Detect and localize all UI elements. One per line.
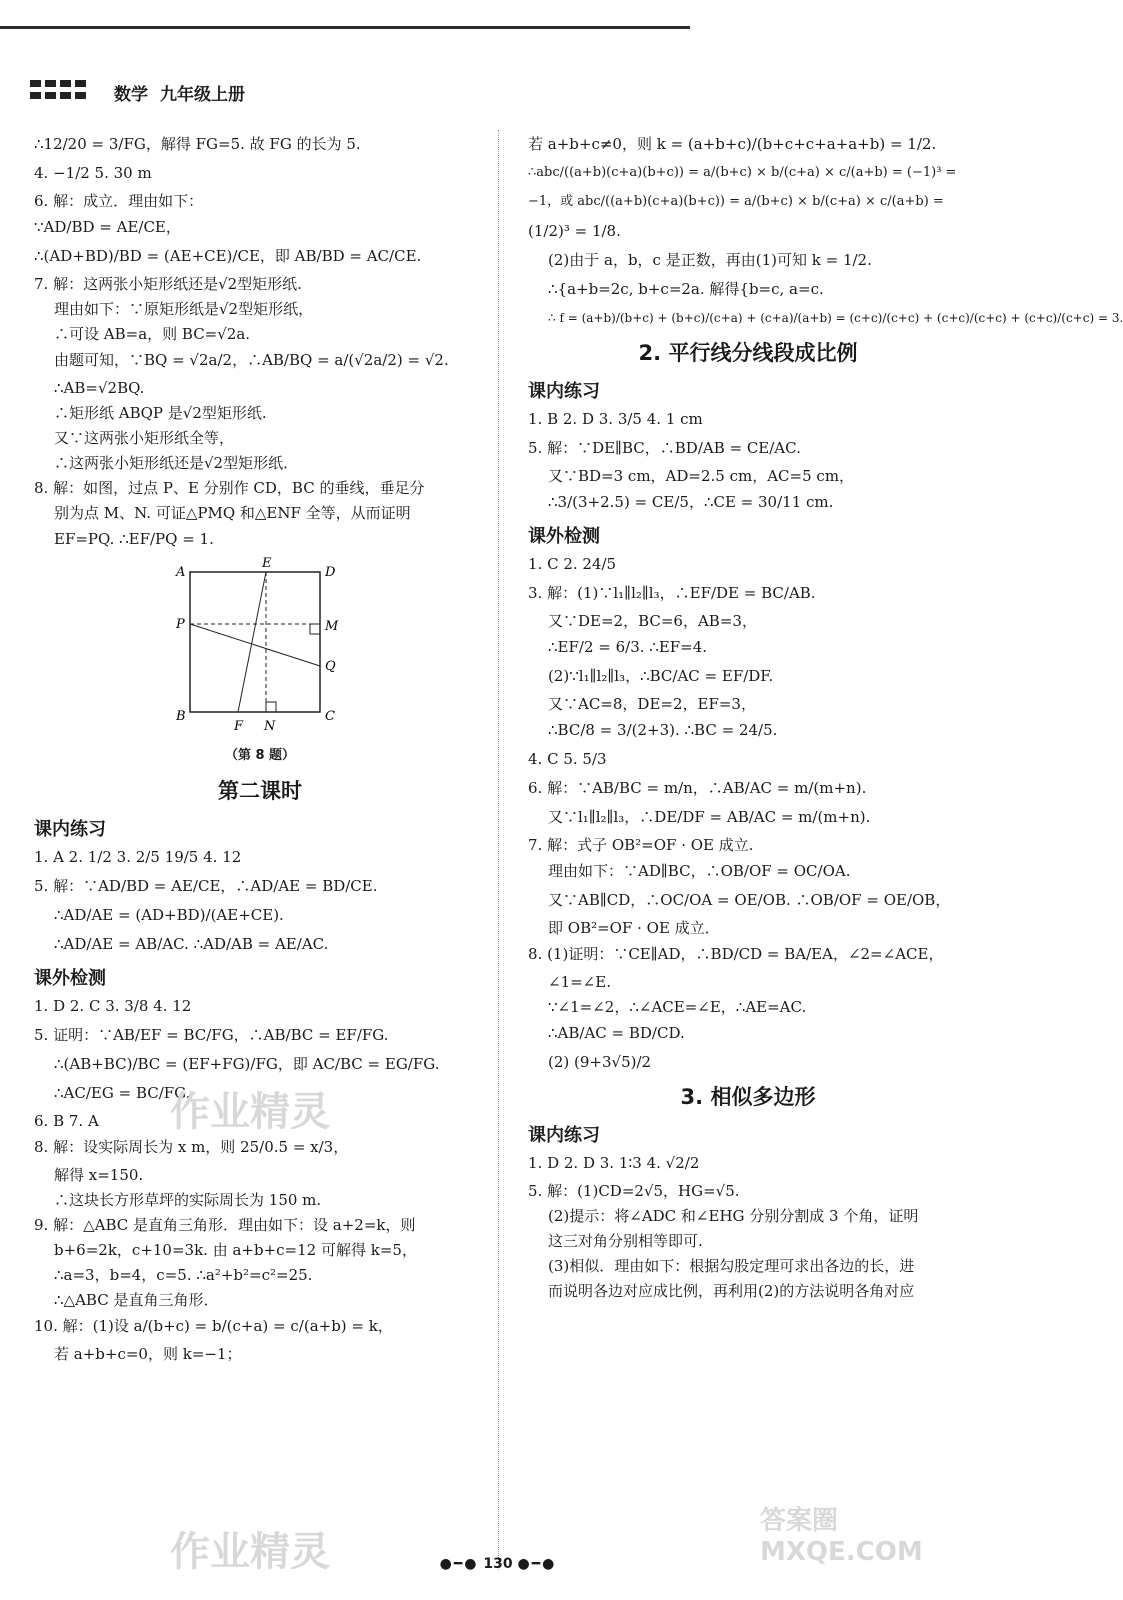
label-b: B <box>176 709 186 724</box>
label-p: P <box>176 617 185 632</box>
text-line: (3)相似．理由如下：根据勾股定理可求出各边的长，进 <box>548 1257 915 1275</box>
subsection-after-class-test: 课外检测 <box>34 968 106 989</box>
text-line: ∴△ABC 是直角三角形． <box>54 1291 219 1309</box>
text-line: ∴(AD+BD)/BD = (AE+CE)/CE，即 AB/BD = AC/CE. <box>34 247 422 265</box>
text-line: ∴EF/2 = 6/3. ∴EF=4. <box>548 638 708 656</box>
right-column <box>528 134 1123 1307</box>
text-line: 6. 解：成立．理由如下： <box>34 192 204 210</box>
label-f: F <box>234 719 244 734</box>
text-line: (2)由于 a，b，c 是正数，再由(1)可知 k = 1/2. <box>548 251 872 269</box>
text-line: ∴AB=√2BQ. <box>54 379 145 397</box>
label-q: Q <box>325 659 336 674</box>
subsection-in-class-practice: 课内练习 <box>528 1125 600 1146</box>
section-title-parallel-lines: 2. 平行线分线段成比例 <box>638 341 858 365</box>
text-line: EF=PQ. ∴EF/PQ = 1. <box>54 530 214 548</box>
text-line: 3. 解：(1)∵l₁∥l₂∥l₃，∴EF/DE = BC/AB. <box>528 584 816 602</box>
text-line: ∴a=3，b=4，c=5. ∴a²+b²=c²=25. <box>54 1266 313 1284</box>
text-line: ∴3/(3+2.5) = CE/5，∴CE = 30/11 cm. <box>548 493 834 511</box>
right-angle-m <box>310 624 320 634</box>
left-block-c <box>34 996 486 1364</box>
text-line: 1. D 2. D 3. 1∶3 4. √2/2 <box>528 1154 700 1172</box>
text-line: 理由如下：∵AD∥BC，∴OB/OF = OC/OA. <box>548 862 851 880</box>
text-line: 而说明各边对应成比例，再利用(2)的方法说明各角对应 <box>548 1282 915 1300</box>
label-m: M <box>325 619 339 634</box>
text-line: 又∵DE=2，BC=6，AB=3， <box>548 612 757 630</box>
top-rule <box>0 26 690 29</box>
text-line: −1，或 abc/((a+b)(c+a)(b+c)) = a/(b+c) × b/(c+a) × c/(a+b) = <box>528 194 944 209</box>
page-number: 130 <box>483 1556 513 1572</box>
text-line: 1. D 2. C 3. 3/8 4. 12 <box>34 997 192 1015</box>
text-line: ∴可设 AB=a，则 BC=√2a. <box>54 325 251 343</box>
text-line: ∴ f = (a+b)/(b+c) + (b+c)/(c+a) + (c+a)/(a+b) = (c+c)/(c+c) + (c+c)/(c+c) + (c+c)/(c+c) = 3. <box>548 311 1123 325</box>
text-line: 又∵AC=8，DE=2，EF=3， <box>548 695 756 713</box>
square-diagram <box>154 558 354 738</box>
text-line: ∴{a+b=2c, b+c=2a. 解得{b=c, a=c. <box>548 280 824 298</box>
segment-ef <box>238 572 266 712</box>
footer-ornament-right-icon: ●━● <box>517 1556 557 1572</box>
text-line: (2)∵l₁∥l₂∥l₃，∴BC/AC = EF/DF. <box>548 667 774 685</box>
text-line: ∵∠1=∠2，∴∠ACE=∠E，∴AE=AC. <box>548 998 807 1016</box>
subsection-after-class-test: 课外检测 <box>528 526 600 547</box>
text-line: 6. 解：∵AB/BC = m/n，∴AB/AC = m/(m+n). <box>528 779 867 797</box>
page-header <box>114 80 245 105</box>
text-line: ∴AD/AE = (AD+BD)/(AE+CE). <box>54 906 284 924</box>
text-line: 1. A 2. 1/2 3. 2/5 19/5 4. 12 <box>34 848 242 866</box>
text-line: ∵AD/BD = AE/CE， <box>34 218 181 236</box>
text-line: b+6=2k，c+10=3k. 由 a+b+c=12 可解得 k=5， <box>54 1241 417 1259</box>
right-block-d <box>528 1153 968 1301</box>
header-subject: 数学 <box>114 85 148 105</box>
text-line: 这三对角分别相等即可. <box>548 1232 703 1250</box>
left-block-a <box>34 134 486 549</box>
text-line: 8. 解：如图，过点 P、E 分别作 CD，BC 的垂线，垂足分 <box>34 479 425 497</box>
left-block-b <box>34 847 486 954</box>
right-angle-n <box>266 702 276 712</box>
square-abcd <box>190 572 320 712</box>
text-line: ∴12/20 = 3/FG，解得 FG=5. 故 FG 的长为 5. <box>34 135 361 153</box>
text-line: ∴BC/8 = 3/(2+3). ∴BC = 24/5. <box>548 721 778 739</box>
label-d: D <box>325 565 336 580</box>
header-grade: 九年级上册 <box>160 85 245 105</box>
text-line: 8. 解：设实际周长为 x m，则 25/0.5 = x/3， <box>34 1138 349 1156</box>
text-line: 8. (1)证明：∵CE∥AD，∴BD/CD = BA/EA，∠2=∠ACE， <box>528 945 944 963</box>
right-block-c <box>528 554 968 1072</box>
text-line: ∴矩形纸 ABQP 是√2型矩形纸. <box>54 404 267 422</box>
text-line: 5. 证明：∵AB/EF = BC/FG，∴AB/BC = EF/FG. <box>34 1026 389 1044</box>
text-line: 1. C 2. 24/5 <box>528 555 617 573</box>
text-line: 又∵AB∥CD，∴OC/OA = OE/OB. ∴OB/OF = OE/OB， <box>548 891 951 909</box>
watermark: 作业精灵 <box>170 1089 330 1135</box>
watermark: 答案圈 MXQE.COM <box>760 1506 923 1567</box>
text-line: (2) (9+3√5)/2 <box>548 1053 652 1071</box>
label-n: N <box>264 719 276 734</box>
text-line: 5. 解：(1)CD=2√5，HG=√5. <box>528 1182 740 1200</box>
segment-pq <box>190 624 320 666</box>
text-line: ∴AC/EG = BC/FG. <box>54 1084 191 1102</box>
figure-caption: （第 8 题） <box>224 748 296 763</box>
text-line: ∴(AB+BC)/BC = (EF+FG)/FG，即 AC/BC = EG/FG. <box>54 1055 440 1073</box>
watermark: 作业精灵 <box>170 1529 330 1575</box>
text-line: 别为点 M、N. 可证△PMQ 和△ENF 全等，从而证明 <box>54 504 411 522</box>
text-line: ∴这两张小矩形纸还是√2型矩形纸． <box>54 454 299 472</box>
text-line: ∴AD/AE = AB/AC. ∴AD/AB = AE/AC. <box>54 935 329 953</box>
column-divider <box>498 130 500 1570</box>
label-e: E <box>262 556 272 571</box>
text-line: 又∵BD=3 cm，AD=2.5 cm，AC=5 cm， <box>548 467 855 485</box>
text-line: 6. B 7. A <box>34 1112 99 1130</box>
page-footer <box>0 1556 996 1572</box>
text-line: 又∵这两张小矩形纸全等， <box>54 429 235 447</box>
text-line: 7. 解：这两张小矩形纸还是√2型矩形纸. <box>34 275 302 293</box>
text-line: 10. 解：(1)设 a/(b+c) = b/(c+a) = c/(a+b) = k， <box>34 1317 393 1335</box>
text-line: ∴AB/AC = BD/CD. <box>548 1024 685 1042</box>
section-title-second-lesson: 第二课时 <box>218 779 302 803</box>
text-line: 解得 x=150. <box>54 1166 144 1184</box>
text-line: 5. 解：∵DE∥BC，∴BD/AB = CE/AC. <box>528 439 801 457</box>
text-line: 4. C 5. 5/3 <box>528 750 607 768</box>
subsection-in-class-practice: 课内练习 <box>34 819 106 840</box>
section-title-similar-polygons: 3. 相似多边形 <box>680 1085 816 1109</box>
right-block-b <box>528 409 968 512</box>
geometry-figure-8 <box>34 558 474 738</box>
text-line: 由题可知，∵BQ = √2a/2，∴AB/BQ = a/(√2a/2) = √2. <box>54 351 449 369</box>
subsection-in-class-practice: 课内练习 <box>528 381 600 402</box>
right-block-a <box>528 134 1123 328</box>
text-line: 理由如下：∵原矩形纸是√2型矩形纸， <box>54 300 314 318</box>
text-line: (2)提示：将∠ADC 和∠EHG 分别分割成 3 个角，证明 <box>548 1207 919 1225</box>
label-c: C <box>325 709 335 724</box>
text-line: ∴abc/((a+b)(c+a)(b+c)) = a/(b+c) × b/(c+a) × c/(a+b) = (−1)³ = <box>528 165 957 180</box>
text-line: 又∵l₁∥l₂∥l₃，∴DE/DF = AB/AC = m/(m+n). <box>548 808 871 826</box>
footer-ornament-left-icon: ●━● <box>439 1556 479 1572</box>
text-line: 7. 解：式子 OB²=OF · OE 成立. <box>528 836 754 854</box>
text-line: 若 a+b+c≠0，则 k = (a+b+c)/(b+c+c+a+a+b) = 1/2. <box>528 135 937 153</box>
text-line: 5. 解：∵AD/BD = AE/CE，∴AD/AE = BD/CE. <box>34 877 378 895</box>
text-line: (1/2)³ = 1/8. <box>528 222 621 240</box>
text-line: 若 a+b+c=0，则 k=−1； <box>54 1345 242 1363</box>
text-line: 即 OB²=OF · OE 成立． <box>548 919 720 937</box>
text-line: 4. −1/2 5. 30 m <box>34 164 152 182</box>
text-line: ∴这块长方形草坪的实际周长为 150 m. <box>54 1191 322 1209</box>
text-line: 1. B 2. D 3. 3/5 4. 1 cm <box>528 410 703 428</box>
label-a: A <box>176 565 186 580</box>
header-logo-icon <box>30 80 86 102</box>
text-line: 9. 解：△ABC 是直角三角形．理由如下：设 a+2=k，则 <box>34 1216 416 1234</box>
text-line: ∠1=∠E. <box>548 973 611 991</box>
left-column <box>34 134 486 1370</box>
